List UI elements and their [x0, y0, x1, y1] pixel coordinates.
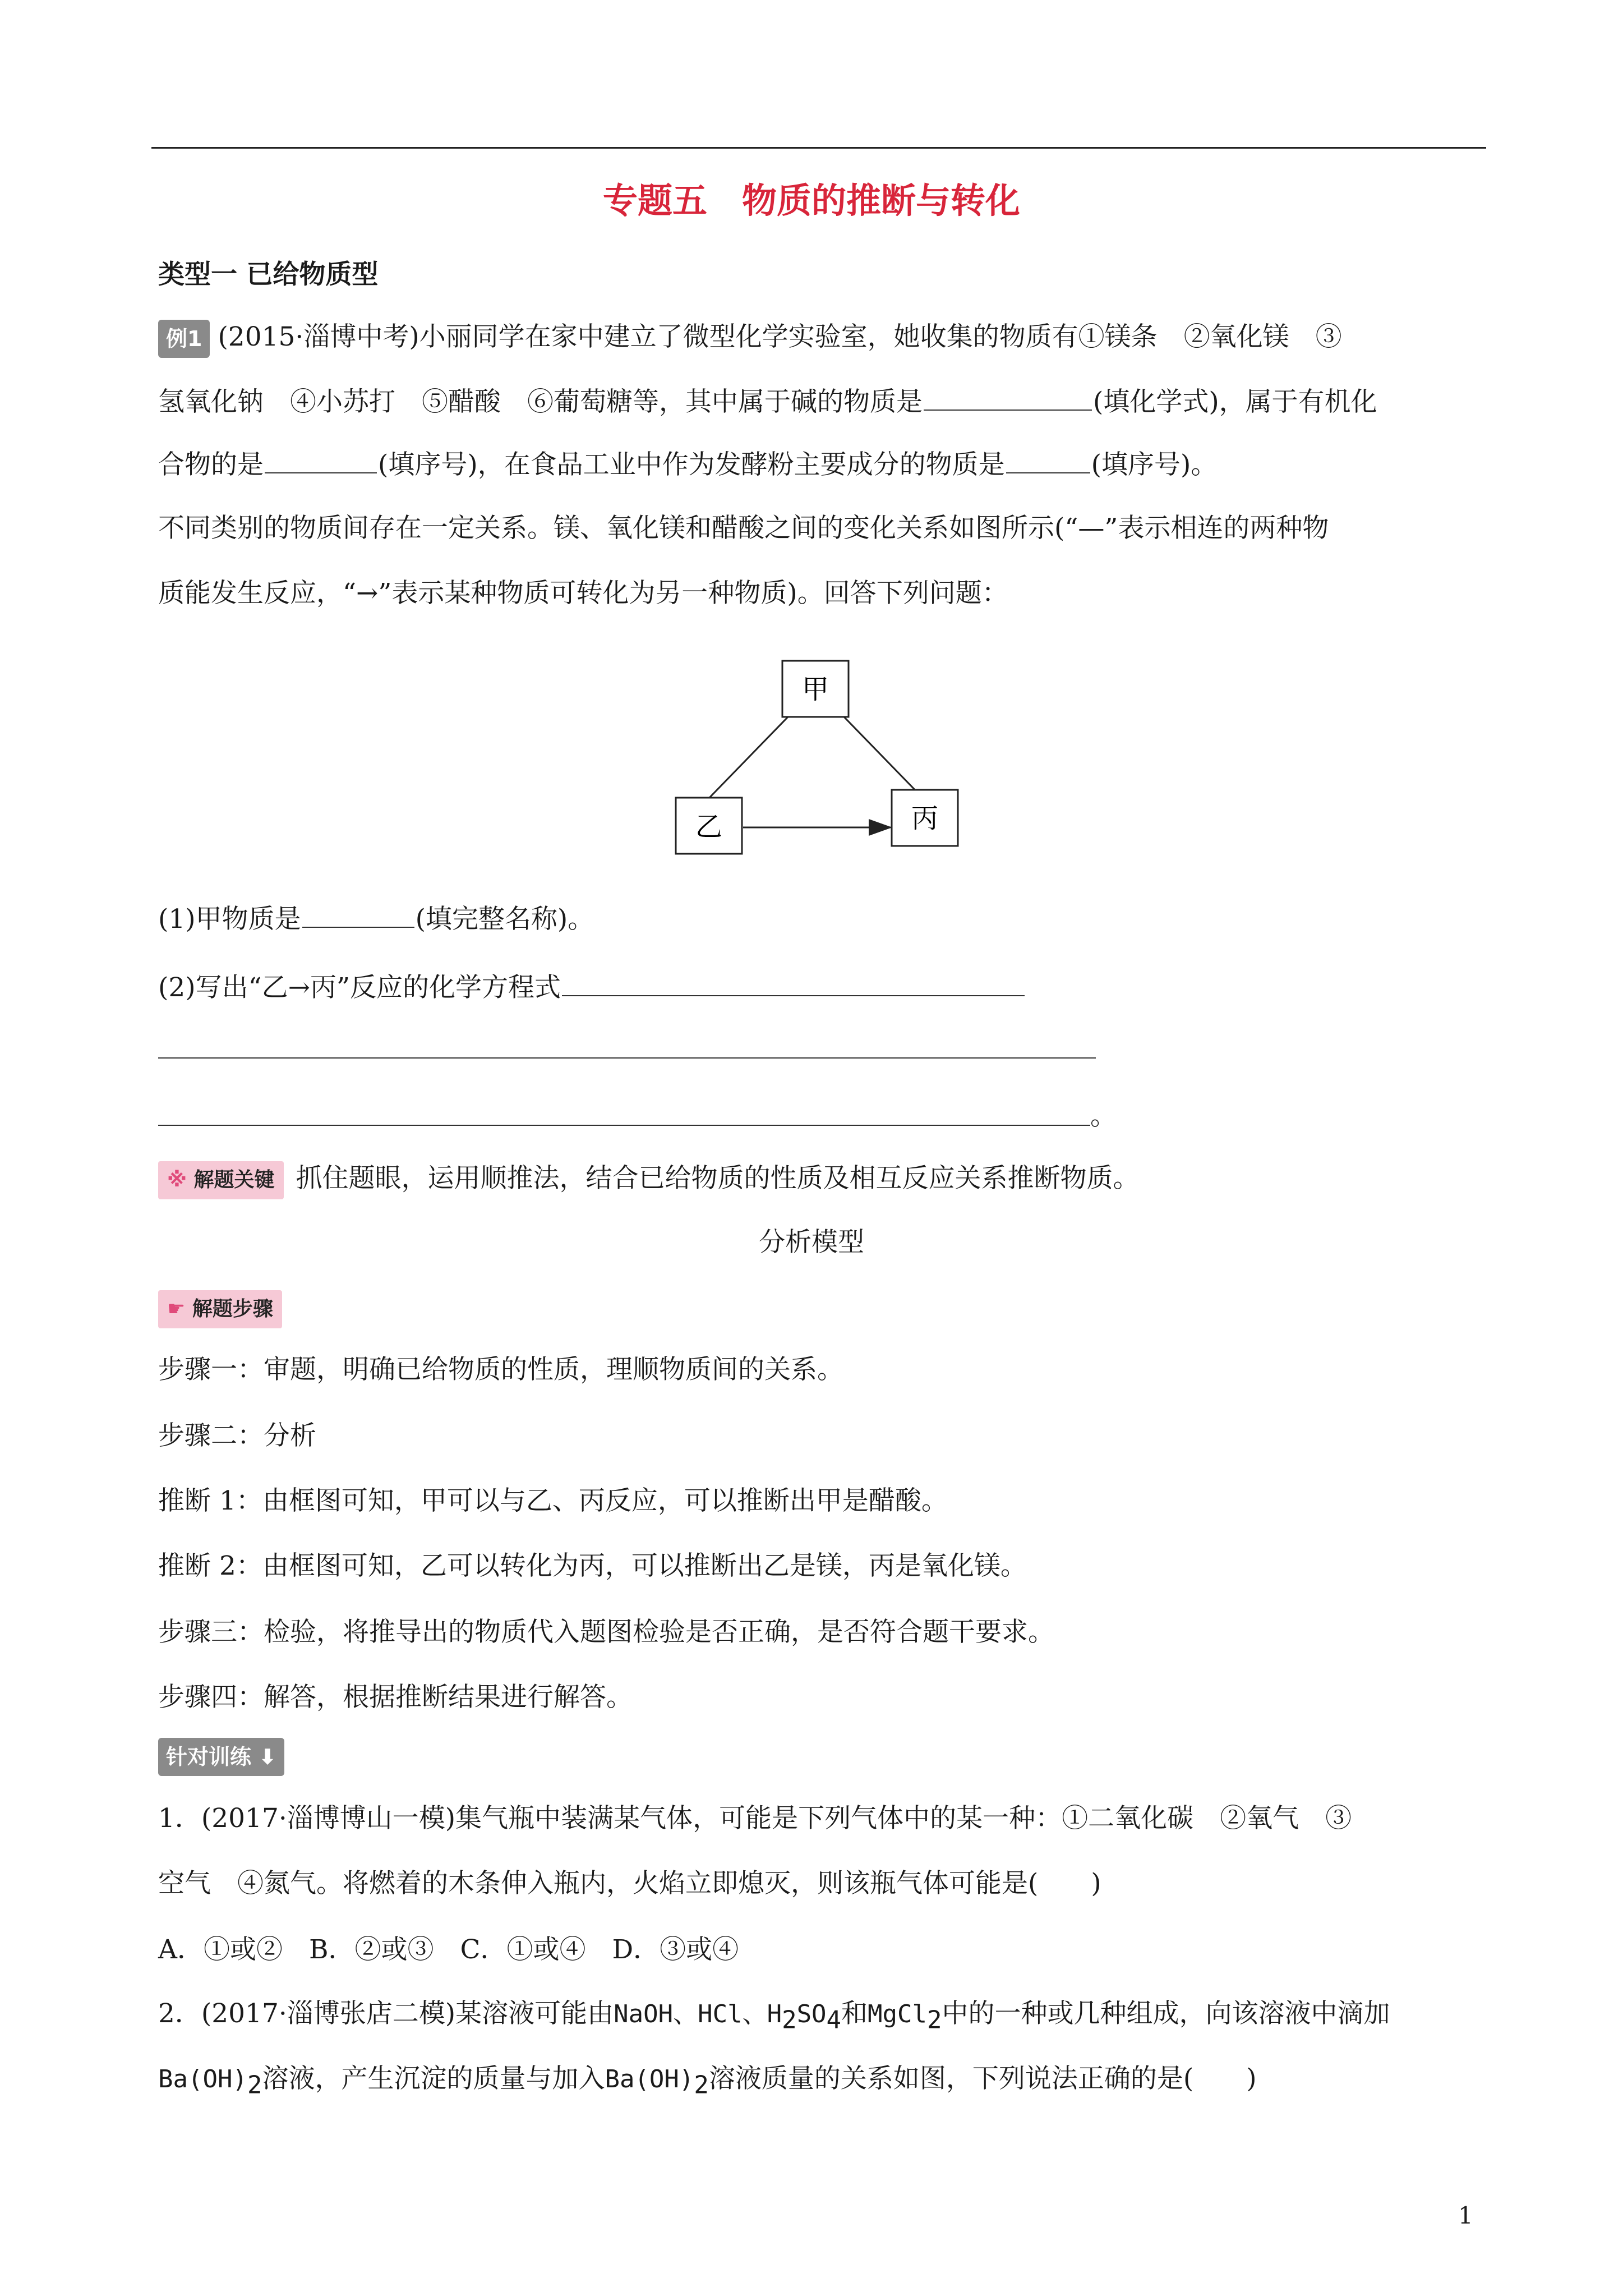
example-line-3 — [158, 448, 1217, 482]
node-label-right: 丙 — [911, 803, 939, 834]
step-line: 推断 1：由框图可知，甲可以与乙、丙反应，可以推断出甲是醋酸。 — [158, 1485, 948, 1516]
answer-blank[interactable] — [265, 448, 377, 473]
problem-text: 中的一种或几种组成，向该溶液中滴加 — [942, 1998, 1390, 2029]
problem-text: 和 — [841, 1998, 868, 2029]
node-label-left: 乙 — [695, 811, 723, 843]
key-tag — [158, 1161, 284, 1199]
formula: NaOH、HCl、H — [614, 2000, 782, 2028]
formula-subscript: 2 — [694, 2070, 709, 2100]
step-line: 步骤三：检验，将推导出的物质代入题图检验是否正确，是否符合题干要求。 — [158, 1617, 1054, 1648]
step-line: 步骤二：分析 — [158, 1420, 316, 1451]
pointing-hand-icon: ☛ — [167, 1297, 186, 1320]
section-heading: 类型一 已给物质型 — [158, 259, 379, 290]
step-line: 推断 2：由框图可知，乙可以转化为丙，可以推断出乙是镁，丙是氧化镁。 — [158, 1550, 1027, 1581]
step-line: 步骤四：解答，根据推断结果进行解答。 — [158, 1682, 633, 1713]
answer-blank[interactable] — [924, 385, 1092, 411]
training-tag — [158, 1738, 284, 1776]
key-text: 抓住题眼，运用顺推法，结合已给物质的性质及相互反应关系推断物质。 — [296, 1163, 1140, 1194]
problem-text: 2．(2017·淄博张店二模)某溶液可能由 — [158, 1998, 614, 2029]
edge-top-right — [844, 717, 923, 798]
relation-diagram — [662, 656, 976, 869]
example-line-2 — [158, 385, 1377, 419]
training-heading — [158, 1738, 292, 1776]
key-hint — [158, 1161, 1140, 1199]
problem-text: 溶液，产生沉淀的质量与加入 — [262, 2063, 605, 2094]
example-line-1 — [158, 320, 1342, 358]
question-2 — [158, 970, 1026, 1005]
problem-2-line-1 — [158, 1997, 1390, 2037]
formula-subscript: 2 — [927, 2005, 942, 2035]
formula: Ba(OH) — [158, 2065, 247, 2093]
question-text: (1)甲物质是 — [158, 904, 301, 935]
problem-1-line-2: 空气 ④氮气。将燃着的木条伸入瓶内，火焰立即熄灭，则该瓶气体可能是( ) — [158, 1868, 1101, 1899]
model-title: 分析模型 — [759, 1227, 864, 1258]
steps-tag — [158, 1290, 282, 1328]
answer-blank[interactable] — [302, 902, 414, 928]
example-text: 合物的是 — [158, 449, 264, 480]
arrow-down-icon: ⬇ — [259, 1745, 277, 1769]
example-text: 氢氧化钠 ④小苏打 ⑤醋酸 ⑥葡萄糖等，其中属于碱的物质是 — [158, 386, 923, 417]
problem-2-line-2 — [158, 2062, 1257, 2102]
answer-period: 。 — [1090, 1101, 1117, 1131]
answer-line[interactable] — [158, 1057, 1096, 1059]
example-line-4: 不同类别的物质间存在一定关系。镁、氧化镁和醋酸之间的变化关系如图所示(“—”表示相连的两种物 — [158, 513, 1329, 544]
example-tag: 例1 — [158, 320, 210, 358]
key-tag-label: 解题关键 — [193, 1168, 275, 1191]
example-text: (2015·淄博中考)小丽同学在家中建立了微型化学实验室，她收集的物质有①镁条 ②氧化镁 ③ — [218, 321, 1342, 352]
problem-text: 溶液质量的关系如图，下列说法正确的是( ) — [708, 2063, 1257, 2094]
steps-heading — [158, 1290, 294, 1328]
answer-blank[interactable] — [1006, 448, 1090, 473]
question-text: (填完整名称)。 — [415, 904, 594, 935]
problem-1-options: A．①或② B．②或③ C．①或④ D．③或④ — [158, 1934, 739, 1965]
problem-1-line-1: 1．(2017·淄博博山一模)集气瓶中装满某气体，可能是下列气体中的某一种：①二氧化碳 ②氧气 ③ — [158, 1803, 1352, 1834]
example-text: (填序号)。 — [1091, 449, 1218, 480]
page-number: 1 — [1458, 2202, 1473, 2229]
question-text: (2)写出“乙→丙”反应的化学方程式 — [158, 972, 561, 1003]
example-text: (填化学式)，属于有机化 — [1093, 386, 1377, 417]
edge-top-left — [709, 717, 788, 798]
step-line: 步骤一：审题，明确已给物质的性质，理顺物质间的关系。 — [158, 1354, 843, 1385]
example-line-5: 质能发生反应，“→”表示某种物质可转化为另一种物质)。回答下列问题： — [158, 578, 1008, 609]
formula-subscript: 2 — [247, 2070, 262, 2100]
steps-tag-label: 解题步骤 — [192, 1297, 273, 1320]
formula-subscript: 2 — [782, 2005, 797, 2035]
page-title: 专题五 物质的推断与转化 — [602, 180, 1020, 221]
formula: Ba(OH) — [605, 2065, 694, 2093]
training-tag-label: 针对训练 — [166, 1745, 252, 1769]
example-text: (填序号)，在食品工业中作为发酵粉主要成分的物质是 — [378, 449, 1005, 480]
answer-blank[interactable] — [562, 970, 1025, 996]
formula: MgCl — [868, 2000, 928, 2028]
question-1 — [158, 902, 594, 936]
formula: SO — [796, 2000, 827, 2028]
formula-subscript: 4 — [826, 2005, 842, 2035]
header-rule — [151, 147, 1486, 149]
answer-line[interactable] — [158, 1125, 1090, 1126]
node-label-top: 甲 — [801, 674, 829, 705]
asterisk-icon: ※ — [167, 1168, 187, 1191]
